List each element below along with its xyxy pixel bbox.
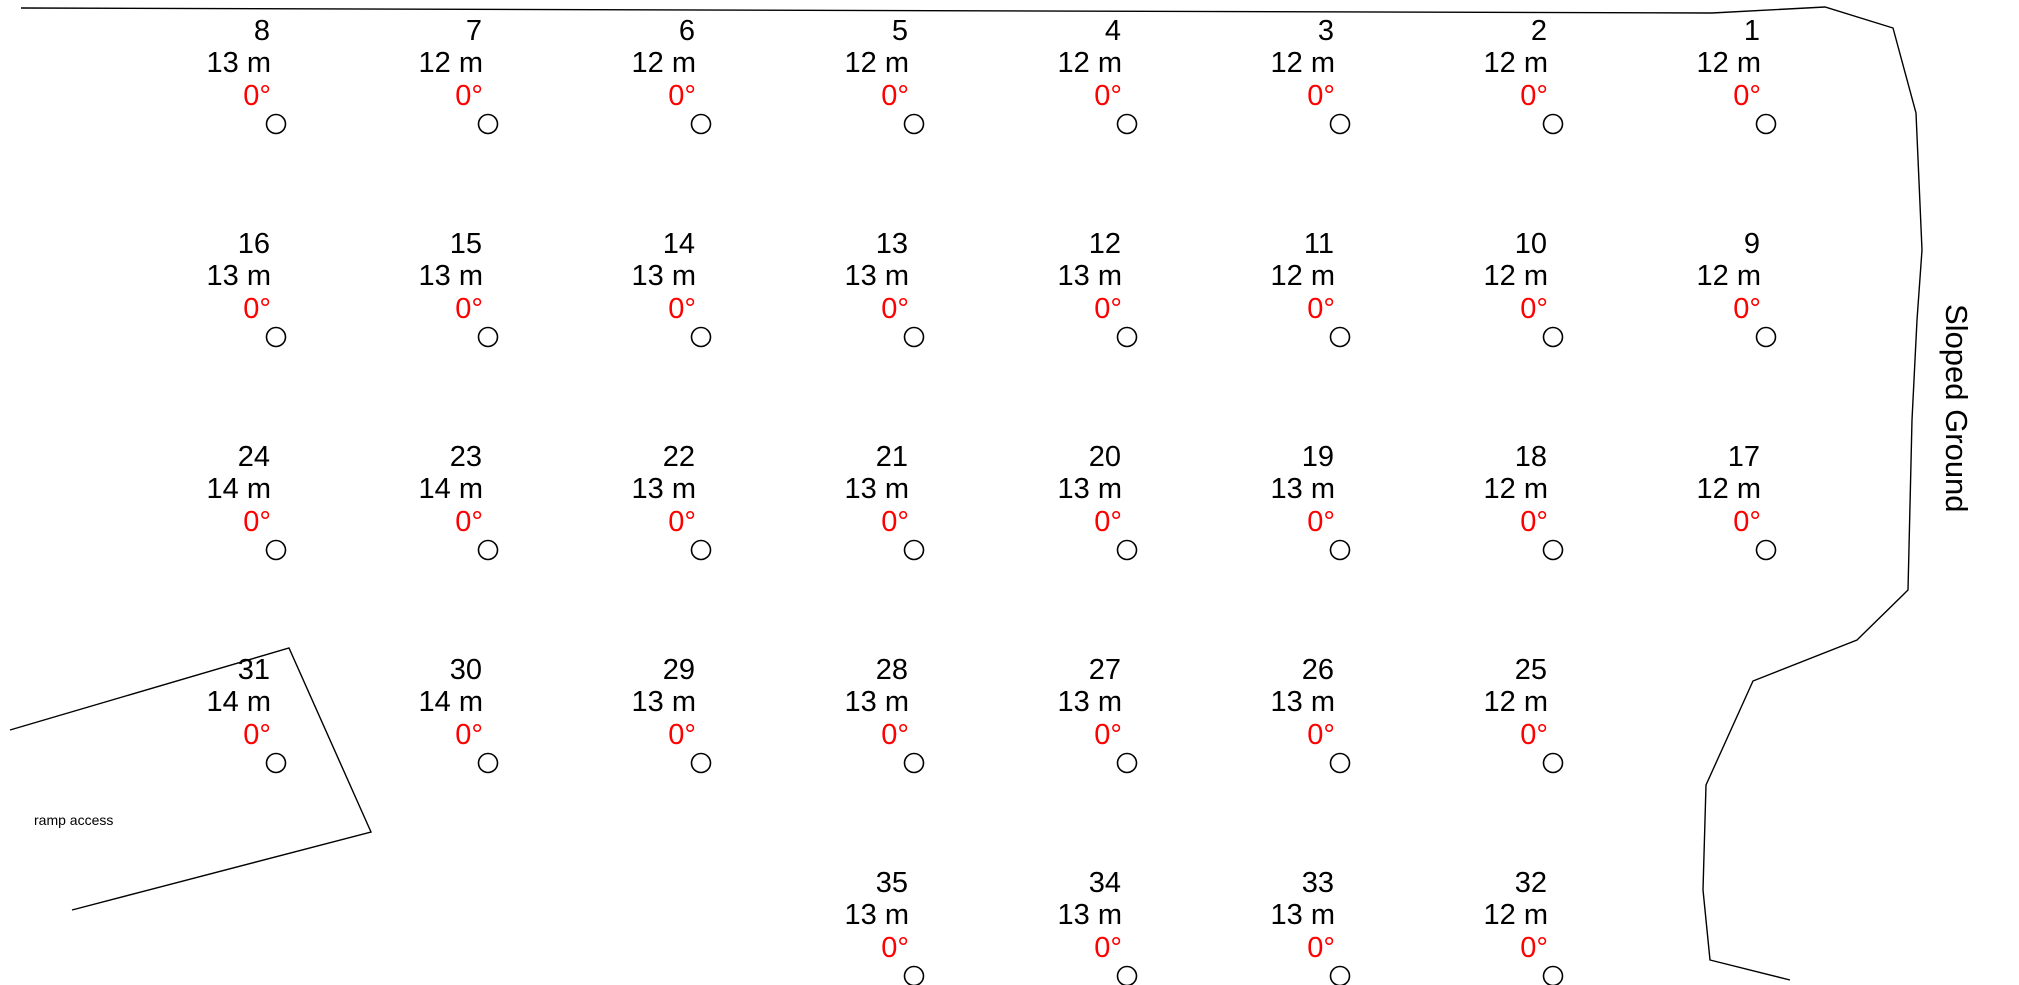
bay-marker bbox=[419, 228, 498, 347]
pole-circle-icon bbox=[1118, 967, 1137, 985]
bay-number: 27 bbox=[1088, 654, 1121, 686]
bay-length: 13 m bbox=[844, 260, 909, 292]
bay-number: 5 bbox=[891, 15, 908, 47]
bay-length: 13 m bbox=[1270, 473, 1335, 505]
bay-angle: 0° bbox=[1520, 719, 1548, 751]
bay-length: 13 m bbox=[1270, 686, 1335, 718]
sloped-ground-label: Sloped Ground bbox=[1939, 304, 1974, 513]
bay-number: 34 bbox=[1088, 867, 1121, 899]
bay-number: 20 bbox=[1088, 441, 1121, 473]
ramp-access-label: ramp access bbox=[34, 812, 114, 828]
bay-length: 13 m bbox=[1057, 686, 1122, 718]
bay-angle: 0° bbox=[1094, 506, 1122, 538]
bay-marker bbox=[207, 228, 286, 347]
bay-angle: 0° bbox=[1733, 506, 1761, 538]
bay-length: 12 m bbox=[1483, 899, 1548, 931]
pole-circle-icon bbox=[479, 115, 498, 134]
bay-length: 12 m bbox=[1696, 260, 1761, 292]
pole-circle-icon bbox=[1757, 328, 1776, 347]
bay-angle: 0° bbox=[455, 719, 483, 751]
bay-angle: 0° bbox=[881, 932, 909, 964]
bay-length: 12 m bbox=[1057, 47, 1122, 79]
bay-number: 6 bbox=[678, 15, 695, 47]
bay-length: 13 m bbox=[418, 260, 483, 292]
pole-circle-icon bbox=[905, 967, 924, 985]
bay-number: 7 bbox=[465, 15, 482, 47]
pole-circle-icon bbox=[692, 328, 711, 347]
bay-length: 12 m bbox=[1696, 473, 1761, 505]
bay-angle: 0° bbox=[668, 293, 696, 325]
pole-circle-icon bbox=[1544, 328, 1563, 347]
bay-marker bbox=[632, 654, 711, 773]
bay-length: 12 m bbox=[1483, 686, 1548, 718]
bay-length: 12 m bbox=[631, 47, 696, 79]
bay-marker bbox=[632, 441, 711, 560]
bay-marker bbox=[1058, 15, 1137, 134]
bay-number: 18 bbox=[1514, 441, 1547, 473]
bay-length: 13 m bbox=[206, 47, 271, 79]
bay-length: 13 m bbox=[631, 473, 696, 505]
bay-length: 12 m bbox=[1696, 47, 1761, 79]
bay-angle: 0° bbox=[1307, 293, 1335, 325]
bay-length: 12 m bbox=[1270, 47, 1335, 79]
bay-number: 30 bbox=[449, 654, 482, 686]
bay-number: 31 bbox=[237, 654, 270, 686]
pole-circle-icon bbox=[1331, 328, 1350, 347]
bay-marker bbox=[419, 654, 498, 773]
pole-circle-icon bbox=[692, 115, 711, 134]
bay-length: 13 m bbox=[206, 260, 271, 292]
bay-number: 2 bbox=[1530, 15, 1547, 47]
bay-marker bbox=[1484, 441, 1563, 560]
bay-marker bbox=[1058, 867, 1137, 985]
bay-angle: 0° bbox=[1520, 293, 1548, 325]
bay-marker bbox=[1058, 441, 1137, 560]
pole-circle-icon bbox=[1118, 541, 1137, 560]
bay-angle: 0° bbox=[1307, 719, 1335, 751]
pole-circle-icon bbox=[267, 115, 286, 134]
bay-marker bbox=[845, 441, 924, 560]
pole-circle-icon bbox=[1331, 115, 1350, 134]
bay-number: 29 bbox=[662, 654, 695, 686]
bay-angle: 0° bbox=[668, 80, 696, 112]
bay-angle: 0° bbox=[243, 80, 271, 112]
pole-circle-icon bbox=[1544, 754, 1563, 773]
bay-marker bbox=[1271, 654, 1350, 773]
pole-circle-icon bbox=[1118, 754, 1137, 773]
bay-angle: 0° bbox=[243, 506, 271, 538]
bay-number: 17 bbox=[1727, 441, 1760, 473]
bay-number: 8 bbox=[253, 15, 270, 47]
bay-length: 12 m bbox=[1483, 260, 1548, 292]
pole-circle-icon bbox=[1544, 541, 1563, 560]
bay-length: 14 m bbox=[206, 686, 271, 718]
bay-number: 15 bbox=[449, 228, 482, 260]
bay-angle: 0° bbox=[1307, 506, 1335, 538]
pole-circle-icon bbox=[1118, 115, 1137, 134]
bay-number: 12 bbox=[1088, 228, 1121, 260]
bay-marker bbox=[1271, 867, 1350, 985]
pole-circle-icon bbox=[479, 328, 498, 347]
bay-angle: 0° bbox=[1094, 293, 1122, 325]
bay-marker bbox=[1058, 654, 1137, 773]
bay-length: 13 m bbox=[844, 473, 909, 505]
bay-marker bbox=[1271, 441, 1350, 560]
bay-marker bbox=[1484, 15, 1563, 134]
pole-circle-icon bbox=[905, 541, 924, 560]
bay-number: 13 bbox=[875, 228, 908, 260]
pole-circle-icon bbox=[1757, 115, 1776, 134]
pole-circle-icon bbox=[692, 754, 711, 773]
bay-length: 14 m bbox=[418, 686, 483, 718]
bay-angle: 0° bbox=[881, 293, 909, 325]
bay-angle: 0° bbox=[1094, 719, 1122, 751]
bay-number: 35 bbox=[875, 867, 908, 899]
bay-number: 26 bbox=[1301, 654, 1334, 686]
bay-number: 21 bbox=[875, 441, 908, 473]
bay-length: 12 m bbox=[418, 47, 483, 79]
bay-marker bbox=[1484, 654, 1563, 773]
bay-marker bbox=[1058, 228, 1137, 347]
bay-angle: 0° bbox=[455, 506, 483, 538]
bay-length: 13 m bbox=[844, 899, 909, 931]
bay-marker bbox=[845, 15, 924, 134]
bay-length: 13 m bbox=[631, 260, 696, 292]
bay-angle: 0° bbox=[881, 506, 909, 538]
property-boundary-line bbox=[21, 7, 1922, 980]
bay-number: 3 bbox=[1317, 15, 1334, 47]
bay-length: 13 m bbox=[631, 686, 696, 718]
bay-length: 12 m bbox=[844, 47, 909, 79]
bay-marker bbox=[1697, 228, 1776, 347]
pole-circle-icon bbox=[905, 115, 924, 134]
bay-marker bbox=[1697, 15, 1776, 134]
bay-length: 13 m bbox=[1057, 899, 1122, 931]
bay-length: 14 m bbox=[418, 473, 483, 505]
bay-angle: 0° bbox=[1520, 506, 1548, 538]
bay-marker bbox=[1484, 867, 1563, 985]
bay-number: 23 bbox=[449, 441, 482, 473]
pole-circle-icon bbox=[1544, 967, 1563, 985]
pole-circle-icon bbox=[905, 754, 924, 773]
bay-number: 14 bbox=[662, 228, 695, 260]
bay-length: 12 m bbox=[1483, 47, 1548, 79]
ramp-access-outline bbox=[10, 648, 371, 910]
bay-marker bbox=[632, 15, 711, 134]
bay-marker bbox=[845, 867, 924, 985]
bay-marker bbox=[845, 228, 924, 347]
pole-circle-icon bbox=[692, 541, 711, 560]
bay-angle: 0° bbox=[1094, 932, 1122, 964]
bay-number: 16 bbox=[237, 228, 270, 260]
bay-number: 32 bbox=[1514, 867, 1547, 899]
bay-number: 1 bbox=[1743, 15, 1760, 47]
pole-circle-icon bbox=[1331, 541, 1350, 560]
bay-length: 13 m bbox=[1057, 260, 1122, 292]
pole-circle-icon bbox=[267, 328, 286, 347]
pole-circle-icon bbox=[1331, 967, 1350, 985]
bay-marker bbox=[845, 654, 924, 773]
bay-angle: 0° bbox=[1094, 80, 1122, 112]
pole-circle-icon bbox=[905, 328, 924, 347]
pole-circle-icon bbox=[267, 754, 286, 773]
bay-marker bbox=[1697, 441, 1776, 560]
bay-angle: 0° bbox=[243, 293, 271, 325]
bay-angle: 0° bbox=[1520, 80, 1548, 112]
bay-number: 19 bbox=[1301, 441, 1334, 473]
bay-number: 11 bbox=[1303, 228, 1334, 260]
bay-marker bbox=[419, 441, 498, 560]
pole-circle-icon bbox=[267, 541, 286, 560]
bay-angle: 0° bbox=[455, 80, 483, 112]
bay-length: 14 m bbox=[206, 473, 271, 505]
pole-circle-icon bbox=[479, 541, 498, 560]
bay-angle: 0° bbox=[243, 719, 271, 751]
bay-angle: 0° bbox=[455, 293, 483, 325]
bay-angle: 0° bbox=[1733, 80, 1761, 112]
bay-angle: 0° bbox=[668, 506, 696, 538]
pole-circle-icon bbox=[1331, 754, 1350, 773]
pole-circle-icon bbox=[1544, 115, 1563, 134]
bay-number: 10 bbox=[1514, 228, 1547, 260]
bay-angle: 0° bbox=[1307, 932, 1335, 964]
bay-length: 13 m bbox=[1057, 473, 1122, 505]
bay-marker bbox=[1271, 228, 1350, 347]
bay-angle: 0° bbox=[1520, 932, 1548, 964]
bay-number: 4 bbox=[1104, 15, 1121, 47]
pole-circle-icon bbox=[479, 754, 498, 773]
bay-angle: 0° bbox=[881, 719, 909, 751]
bay-angle: 0° bbox=[1733, 293, 1761, 325]
bay-number: 25 bbox=[1514, 654, 1547, 686]
bay-angle: 0° bbox=[881, 80, 909, 112]
bay-marker bbox=[207, 15, 286, 134]
bay-angle: 0° bbox=[1307, 80, 1335, 112]
bay-number: 33 bbox=[1301, 867, 1334, 899]
bay-marker bbox=[1484, 228, 1563, 347]
bay-length: 12 m bbox=[1483, 473, 1548, 505]
bay-marker bbox=[419, 15, 498, 134]
pole-circle-icon bbox=[1118, 328, 1137, 347]
bay-length: 13 m bbox=[1270, 899, 1335, 931]
bay-marker bbox=[207, 441, 286, 560]
bay-grid bbox=[207, 15, 1776, 985]
bay-number: 28 bbox=[875, 654, 908, 686]
bay-length: 12 m bbox=[1270, 260, 1335, 292]
bay-length: 13 m bbox=[844, 686, 909, 718]
pole-circle-icon bbox=[1757, 541, 1776, 560]
bay-number: 9 bbox=[1743, 228, 1760, 260]
bay-marker bbox=[1271, 15, 1350, 134]
bay-angle: 0° bbox=[668, 719, 696, 751]
bay-number: 22 bbox=[662, 441, 695, 473]
bay-number: 24 bbox=[237, 441, 270, 473]
bay-marker bbox=[207, 654, 286, 773]
bay-marker bbox=[632, 228, 711, 347]
